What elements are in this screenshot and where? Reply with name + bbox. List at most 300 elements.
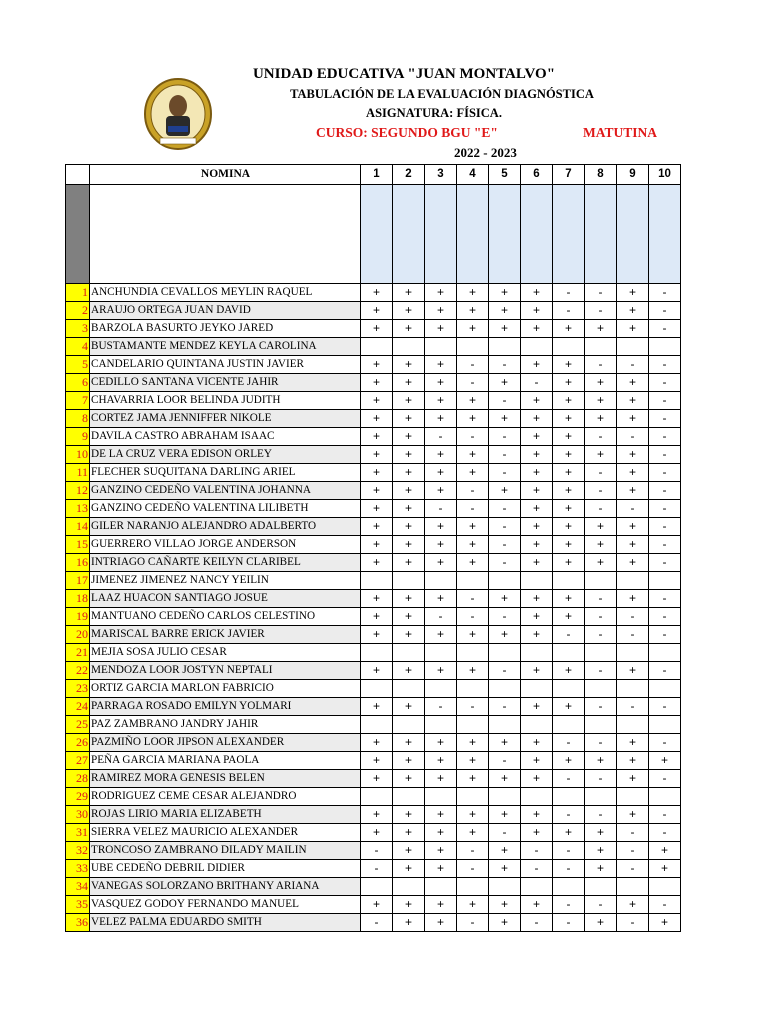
answer-cell: + [521, 536, 553, 554]
answer-cell [457, 788, 489, 806]
answer-cell: + [553, 410, 585, 428]
answer-cell [649, 680, 681, 698]
answer-cell [617, 878, 649, 896]
answer-cell: + [617, 518, 649, 536]
answer-cell [553, 644, 585, 662]
answer-cell: - [617, 698, 649, 716]
row-index: 31 [66, 824, 90, 842]
answer-cell: - [553, 626, 585, 644]
answer-cell: + [361, 410, 393, 428]
answer-cell [617, 680, 649, 698]
answer-cell: + [393, 302, 425, 320]
answer-cell: + [585, 842, 617, 860]
answer-cell: + [361, 302, 393, 320]
question-header: 3 [425, 165, 457, 185]
answer-cell: - [553, 860, 585, 878]
row-index: 2 [66, 302, 90, 320]
answer-cell: + [393, 392, 425, 410]
answer-cell: - [489, 446, 521, 464]
answer-cell [585, 680, 617, 698]
answer-cell [649, 338, 681, 356]
answer-cell: - [649, 518, 681, 536]
answer-cell: - [457, 860, 489, 878]
answer-cell [457, 644, 489, 662]
answer-cell: - [489, 752, 521, 770]
answer-cell [617, 788, 649, 806]
answer-cell: - [361, 842, 393, 860]
row-index: 1 [66, 284, 90, 302]
answer-cell [393, 716, 425, 734]
table-row [66, 788, 681, 806]
answer-cell: - [457, 500, 489, 518]
answer-cell: + [361, 752, 393, 770]
answer-cell: + [425, 374, 457, 392]
answer-cell: + [361, 554, 393, 572]
row-index: 21 [66, 644, 90, 662]
answer-cell: + [553, 392, 585, 410]
answer-cell [361, 572, 393, 590]
answer-cell: - [521, 860, 553, 878]
student-name: ANCHUNDIA CEVALLOS MEYLIN RAQUEL [90, 284, 361, 302]
answer-cell [585, 878, 617, 896]
answer-cell [521, 680, 553, 698]
table-row [66, 914, 681, 932]
answer-cell: - [585, 626, 617, 644]
table-row [66, 716, 681, 734]
row-index: 11 [66, 464, 90, 482]
blank-header-row [66, 185, 681, 284]
answer-cell [393, 572, 425, 590]
answer-cell [361, 644, 393, 662]
question-header: 2 [393, 165, 425, 185]
answer-cell: + [617, 554, 649, 572]
answer-cell: + [393, 698, 425, 716]
answer-cell [361, 680, 393, 698]
table-row [66, 860, 681, 878]
answer-cell: + [457, 662, 489, 680]
answer-cell: - [585, 356, 617, 374]
table-row [66, 770, 681, 788]
student-name: VASQUEZ GODOY FERNANDO MANUEL [90, 896, 361, 914]
answer-cell: + [361, 356, 393, 374]
answer-cell: + [617, 320, 649, 338]
answer-cell: + [457, 302, 489, 320]
answer-cell [649, 878, 681, 896]
answer-cell: + [361, 806, 393, 824]
answer-cell: - [553, 302, 585, 320]
answer-cell: + [425, 734, 457, 752]
table-row [66, 356, 681, 374]
row-index: 17 [66, 572, 90, 590]
student-name: VELEZ PALMA EDUARDO SMITH [90, 914, 361, 932]
answer-cell: + [553, 482, 585, 500]
answer-cell: + [393, 356, 425, 374]
answer-cell: + [361, 698, 393, 716]
answer-cell: - [617, 626, 649, 644]
row-index: 4 [66, 338, 90, 356]
answer-cell: + [425, 662, 457, 680]
answer-cell: + [617, 662, 649, 680]
answer-cell: + [425, 590, 457, 608]
answer-cell: + [361, 770, 393, 788]
blank-name-cell [90, 185, 361, 284]
answer-cell: - [457, 590, 489, 608]
answer-cell: + [425, 464, 457, 482]
table-row [66, 878, 681, 896]
student-name: DAVILA CASTRO ABRAHAM ISAAC [90, 428, 361, 446]
answer-cell [425, 572, 457, 590]
student-name: GANZINO CEDEÑO VALENTINA JOHANNA [90, 482, 361, 500]
table-row [66, 608, 681, 626]
answer-cell: + [521, 662, 553, 680]
row-index: 23 [66, 680, 90, 698]
answer-cell: + [425, 320, 457, 338]
answer-cell: - [489, 554, 521, 572]
student-name: PAZ ZAMBRANO JANDRY JAHIR [90, 716, 361, 734]
question-header: 5 [489, 165, 521, 185]
answer-cell: + [393, 734, 425, 752]
answer-cell: + [617, 446, 649, 464]
answer-cell [649, 572, 681, 590]
answer-cell: + [617, 752, 649, 770]
row-index: 19 [66, 608, 90, 626]
answer-cell: - [649, 590, 681, 608]
answer-cell: + [521, 770, 553, 788]
answer-cell: + [585, 518, 617, 536]
answer-cell: + [425, 626, 457, 644]
answer-cell: + [521, 392, 553, 410]
answer-cell [553, 338, 585, 356]
row-index: 15 [66, 536, 90, 554]
question-header: 9 [617, 165, 649, 185]
answer-cell: + [361, 662, 393, 680]
answer-cell: + [457, 896, 489, 914]
answer-cell: + [585, 392, 617, 410]
answer-cell: - [489, 518, 521, 536]
answer-cell: + [457, 824, 489, 842]
document-subtitle: TABULACIÓN DE LA EVALUACIÓN DIAGNÓSTICA [290, 87, 594, 101]
student-name: TRONCOSO ZAMBRANO DILADY MAILIN [90, 842, 361, 860]
answer-cell: + [425, 860, 457, 878]
answer-cell: + [361, 734, 393, 752]
student-name: RAMIREZ MORA GENESIS BELEN [90, 770, 361, 788]
student-name: DE LA CRUZ VERA EDISON ORLEY [90, 446, 361, 464]
answer-cell: + [425, 410, 457, 428]
answer-cell: + [521, 698, 553, 716]
answer-cell: + [393, 518, 425, 536]
answer-cell: - [553, 896, 585, 914]
answer-cell: + [457, 554, 489, 572]
answer-cell: + [425, 482, 457, 500]
answer-cell: + [361, 446, 393, 464]
answer-cell [425, 644, 457, 662]
blank-question-cell [489, 185, 521, 284]
row-index: 25 [66, 716, 90, 734]
answer-cell: + [521, 608, 553, 626]
answer-cell: + [489, 410, 521, 428]
answer-cell: - [617, 428, 649, 446]
answer-cell [521, 572, 553, 590]
answer-cell [425, 680, 457, 698]
answer-cell: - [585, 770, 617, 788]
answer-cell [393, 878, 425, 896]
table-row [66, 518, 681, 536]
answer-cell: + [393, 554, 425, 572]
table-row [66, 446, 681, 464]
answer-cell: - [361, 860, 393, 878]
answer-cell: + [489, 914, 521, 932]
answer-cell: - [521, 914, 553, 932]
answer-cell: + [489, 770, 521, 788]
answer-cell: + [649, 842, 681, 860]
evaluation-table [65, 164, 681, 932]
answer-cell: - [649, 698, 681, 716]
answer-cell: - [425, 500, 457, 518]
answer-cell: + [521, 896, 553, 914]
answer-cell [393, 788, 425, 806]
answer-cell [617, 716, 649, 734]
answer-cell: - [649, 320, 681, 338]
table-row [66, 698, 681, 716]
answer-cell: + [617, 536, 649, 554]
answer-cell: + [553, 500, 585, 518]
answer-cell: - [649, 392, 681, 410]
row-index: 10 [66, 446, 90, 464]
answer-cell: + [393, 374, 425, 392]
answer-cell: - [489, 464, 521, 482]
answer-cell: + [617, 770, 649, 788]
answer-cell: - [489, 392, 521, 410]
answer-cell: - [649, 410, 681, 428]
answer-cell [457, 878, 489, 896]
answer-cell: + [489, 842, 521, 860]
blank-question-cell [585, 185, 617, 284]
answer-cell: - [585, 302, 617, 320]
answer-cell: - [521, 374, 553, 392]
row-index: 22 [66, 662, 90, 680]
answer-cell: + [585, 554, 617, 572]
row-index: 5 [66, 356, 90, 374]
answer-cell: + [553, 662, 585, 680]
answer-cell: + [521, 410, 553, 428]
answer-cell: + [617, 302, 649, 320]
answer-cell: + [393, 482, 425, 500]
answer-cell: + [585, 824, 617, 842]
answer-cell: + [425, 518, 457, 536]
answer-cell: + [457, 770, 489, 788]
answer-cell: + [617, 392, 649, 410]
row-index: 27 [66, 752, 90, 770]
answer-cell [393, 644, 425, 662]
answer-cell: - [585, 284, 617, 302]
answer-cell: + [457, 392, 489, 410]
answer-cell [553, 680, 585, 698]
student-name: PAZMIÑO LOOR JIPSON ALEXANDER [90, 734, 361, 752]
answer-cell [649, 644, 681, 662]
answer-cell: + [425, 770, 457, 788]
answer-cell: - [489, 698, 521, 716]
answer-cell [425, 338, 457, 356]
answer-cell: + [521, 500, 553, 518]
answer-cell: - [649, 500, 681, 518]
blank-question-cell [649, 185, 681, 284]
answer-cell: + [393, 842, 425, 860]
answer-cell: - [649, 428, 681, 446]
answer-cell: - [457, 698, 489, 716]
answer-cell: + [617, 590, 649, 608]
answer-cell: + [585, 320, 617, 338]
question-header: 10 [649, 165, 681, 185]
answer-cell: - [585, 482, 617, 500]
answer-cell: + [393, 770, 425, 788]
answer-cell: + [553, 356, 585, 374]
answer-cell: + [393, 536, 425, 554]
answer-cell [553, 788, 585, 806]
answer-cell: - [649, 356, 681, 374]
student-name: LAAZ HUACON SANTIAGO JOSUE [90, 590, 361, 608]
answer-cell: - [649, 662, 681, 680]
answer-cell: + [521, 482, 553, 500]
table-row [66, 824, 681, 842]
answer-cell [425, 788, 457, 806]
answer-cell: + [521, 590, 553, 608]
answer-cell [585, 338, 617, 356]
answer-cell: + [361, 500, 393, 518]
student-name: MANTUANO CEDEÑO CARLOS CELESTINO [90, 608, 361, 626]
student-name: JIMENEZ JIMENEZ NANCY YEILIN [90, 572, 361, 590]
row-index: 16 [66, 554, 90, 572]
answer-cell: + [617, 374, 649, 392]
table-row [66, 626, 681, 644]
answer-cell: - [649, 608, 681, 626]
nomina-header: NOMINA [90, 165, 361, 185]
answer-cell: + [457, 320, 489, 338]
row-index: 36 [66, 914, 90, 932]
blank-question-cell [553, 185, 585, 284]
student-name: ARAUJO ORTEGA JUAN DAVID [90, 302, 361, 320]
answer-cell: + [521, 302, 553, 320]
answer-cell: + [553, 608, 585, 626]
answer-cell: + [617, 284, 649, 302]
answer-cell: + [425, 842, 457, 860]
answer-cell: - [617, 842, 649, 860]
answer-cell: + [489, 482, 521, 500]
answer-cell: + [649, 752, 681, 770]
answer-cell: + [521, 428, 553, 446]
answer-cell: - [585, 464, 617, 482]
answer-cell: + [553, 464, 585, 482]
answer-cell: + [361, 482, 393, 500]
answer-cell: + [393, 608, 425, 626]
row-index: 24 [66, 698, 90, 716]
answer-cell: + [457, 806, 489, 824]
answer-cell [457, 572, 489, 590]
answer-cell: - [457, 914, 489, 932]
blank-question-cell [521, 185, 553, 284]
answer-cell: + [457, 734, 489, 752]
student-name: VANEGAS SOLORZANO BRITHANY ARIANA [90, 878, 361, 896]
answer-cell: - [617, 500, 649, 518]
answer-cell: + [393, 662, 425, 680]
answer-cell: - [617, 860, 649, 878]
answer-cell: + [457, 284, 489, 302]
blank-question-cell [425, 185, 457, 284]
answer-cell: + [457, 752, 489, 770]
row-index: 18 [66, 590, 90, 608]
answer-cell: + [521, 824, 553, 842]
answer-cell: - [457, 356, 489, 374]
answer-cell: + [553, 824, 585, 842]
answer-cell: - [553, 770, 585, 788]
answer-cell: + [425, 806, 457, 824]
answer-cell: + [457, 464, 489, 482]
answer-cell [617, 338, 649, 356]
question-header: 1 [361, 165, 393, 185]
answer-cell: + [361, 626, 393, 644]
school-year: 2022 - 2023 [454, 145, 517, 160]
answer-cell: - [425, 608, 457, 626]
answer-cell: + [521, 806, 553, 824]
table-row [66, 662, 681, 680]
answer-cell: + [585, 752, 617, 770]
answer-cell [489, 788, 521, 806]
answer-cell: + [521, 446, 553, 464]
row-index: 28 [66, 770, 90, 788]
answer-cell: - [457, 482, 489, 500]
table-row [66, 428, 681, 446]
answer-cell: - [585, 500, 617, 518]
answer-cell: + [393, 590, 425, 608]
answer-cell: - [553, 914, 585, 932]
student-name: RODRIGUEZ CEME CESAR ALEJANDRO [90, 788, 361, 806]
answer-cell: + [521, 356, 553, 374]
student-name: SIERRA VELEZ MAURICIO ALEXANDER [90, 824, 361, 842]
answer-cell: + [393, 284, 425, 302]
answer-cell: + [521, 752, 553, 770]
row-index: 7 [66, 392, 90, 410]
question-header: 6 [521, 165, 553, 185]
student-name: MEJIA SOSA JULIO CESAR [90, 644, 361, 662]
answer-cell: - [553, 284, 585, 302]
answer-cell: + [489, 806, 521, 824]
table-row [66, 734, 681, 752]
answer-cell [521, 788, 553, 806]
answer-cell: + [393, 824, 425, 842]
answer-cell: + [425, 536, 457, 554]
answer-cell [521, 644, 553, 662]
answer-cell: + [489, 860, 521, 878]
answer-cell: + [425, 284, 457, 302]
answer-cell: + [361, 374, 393, 392]
answer-cell [521, 338, 553, 356]
table-header-row [66, 165, 681, 185]
answer-cell: + [425, 752, 457, 770]
answer-cell [585, 644, 617, 662]
answer-cell: + [489, 734, 521, 752]
answer-cell: - [649, 446, 681, 464]
answer-cell [457, 680, 489, 698]
answer-cell: + [617, 734, 649, 752]
answer-cell [489, 644, 521, 662]
table-row [66, 896, 681, 914]
answer-cell: + [553, 518, 585, 536]
answer-cell: + [425, 446, 457, 464]
answer-cell: - [617, 608, 649, 626]
answer-cell [553, 878, 585, 896]
answer-cell: + [489, 374, 521, 392]
question-header: 4 [457, 165, 489, 185]
answer-cell: + [361, 320, 393, 338]
